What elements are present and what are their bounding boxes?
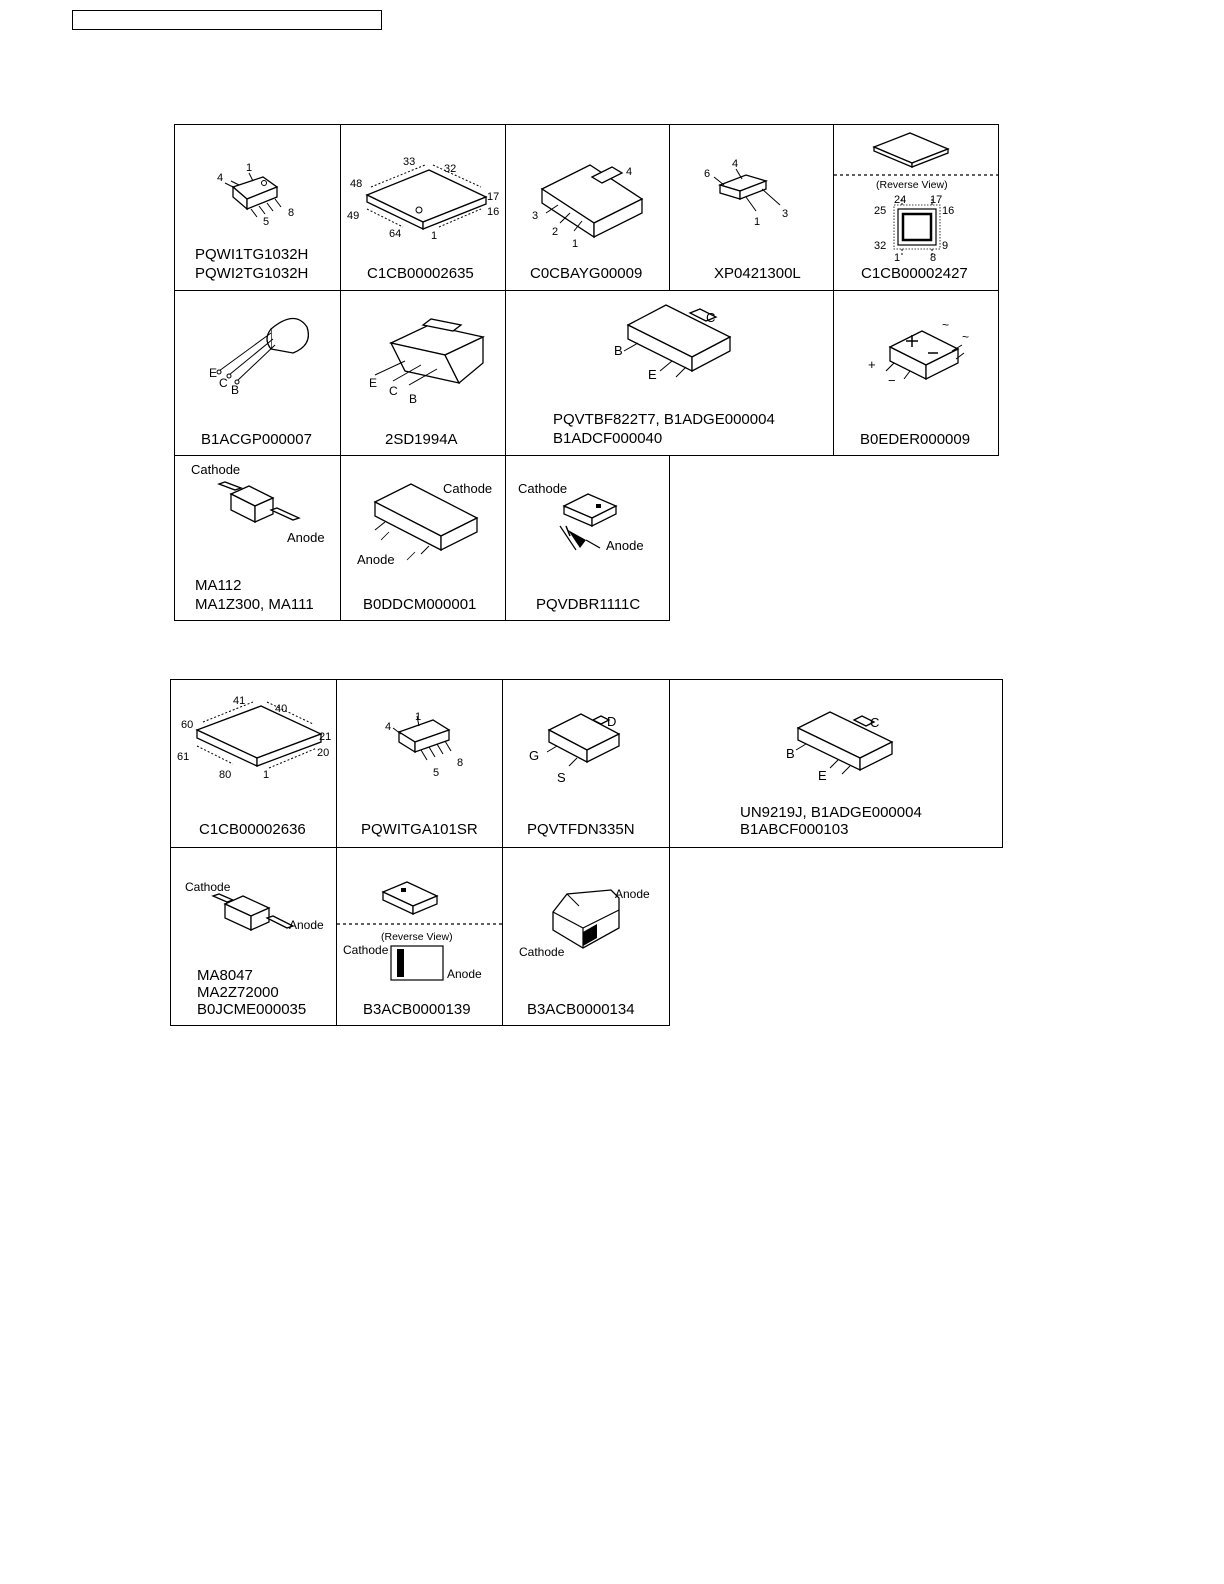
- svg-text:E: E: [209, 366, 218, 380]
- svg-text:2: 2: [552, 226, 559, 238]
- cell-un9219j: [670, 680, 1003, 848]
- part-number: PQVTFDN335N: [527, 821, 635, 838]
- header-box: [72, 10, 382, 30]
- part-number: PQVDBR1111C: [536, 596, 641, 613]
- svg-text:1: 1: [431, 230, 438, 242]
- cell-ma8047: [171, 848, 337, 1026]
- anode-label: Anode: [615, 887, 650, 901]
- cell-c0cbayg00009: [506, 125, 670, 291]
- part-number: B0JCME000035: [197, 1001, 307, 1018]
- cell-c1cb00002427: [834, 125, 999, 291]
- svg-text:S: S: [557, 770, 566, 785]
- cell-b3acb0000139: [337, 848, 503, 1026]
- cathode-label: Cathode: [343, 943, 389, 957]
- svg-text:17: 17: [487, 191, 500, 203]
- svg-text:49: 49: [347, 210, 360, 222]
- svg-text:8: 8: [930, 252, 937, 264]
- part-number: C1CB00002635: [367, 265, 474, 282]
- part-number: B3ACB0000139: [363, 1001, 471, 1018]
- part-number: B1ADCF000040: [553, 430, 663, 447]
- svg-text:5: 5: [433, 767, 440, 779]
- cell-b0eder000009: [834, 291, 999, 456]
- svg-text:−: −: [888, 373, 896, 388]
- cell-pqwitga101sr: [337, 680, 503, 848]
- svg-text:1: 1: [754, 216, 761, 228]
- svg-text:4: 4: [732, 158, 739, 170]
- svg-text:8: 8: [457, 757, 464, 769]
- cell-xp0421300l: [670, 125, 834, 291]
- svg-text:60: 60: [181, 719, 194, 731]
- part-number: PQWI1TG1032H: [195, 246, 309, 263]
- anode-label: Anode: [606, 538, 644, 553]
- svg-text:80: 80: [219, 769, 232, 781]
- svg-text:17: 17: [930, 194, 943, 206]
- part-number: PQWI2TG1032H: [195, 265, 309, 282]
- svg-text:1: 1: [894, 252, 901, 264]
- svg-text:~: ~: [962, 330, 970, 344]
- anode-label: Anode: [289, 918, 324, 932]
- svg-text:B: B: [786, 746, 795, 761]
- cathode-label: Cathode: [443, 481, 493, 496]
- svg-text:B: B: [409, 392, 418, 406]
- svg-text:16: 16: [487, 206, 500, 218]
- anode-label: Anode: [287, 530, 325, 545]
- svg-text:B: B: [231, 383, 240, 397]
- component-table-2: [170, 679, 1003, 1026]
- cathode-label: Cathode: [518, 481, 568, 496]
- part-number: UN9219J, B1ADGE000004: [740, 804, 922, 821]
- svg-text:21: 21: [319, 731, 332, 743]
- part-number: C1CB00002636: [199, 821, 306, 838]
- cell-c1cb00002636: [171, 680, 337, 848]
- svg-text:40: 40: [275, 703, 288, 715]
- svg-text:32: 32: [874, 240, 887, 252]
- cell-b0ddcm000001: [341, 456, 506, 621]
- part-number: 2SD1994A: [385, 431, 458, 448]
- svg-text:C: C: [219, 376, 228, 390]
- reverse-view-note: (Reverse View): [381, 931, 453, 943]
- svg-text:E: E: [369, 376, 378, 390]
- part-number: PQWITGA101SR: [361, 821, 478, 838]
- cell-b3acb0000134: [503, 848, 670, 1026]
- svg-text:E: E: [648, 367, 657, 382]
- svg-text:33: 33: [403, 156, 416, 168]
- part-number: B0EDER000009: [860, 431, 971, 448]
- part-number: MA1Z300, MA111: [195, 596, 314, 613]
- svg-text:4: 4: [626, 166, 633, 178]
- svg-text:6: 6: [704, 168, 711, 180]
- svg-text:3: 3: [532, 210, 539, 222]
- svg-text:1: 1: [572, 238, 579, 250]
- part-number: B1ABCF000103: [740, 821, 849, 838]
- svg-text:16: 16: [942, 205, 955, 217]
- cell-pqvdbr1111c: [506, 456, 670, 621]
- pin-4: 4: [217, 172, 224, 184]
- anode-label: Anode: [357, 552, 395, 567]
- svg-text:3: 3: [782, 208, 789, 220]
- anode-label: Anode: [447, 967, 482, 981]
- package-drawing: [337, 848, 503, 1026]
- part-number: C1CB00002427: [861, 265, 968, 282]
- cathode-label: Cathode: [185, 880, 231, 894]
- svg-text:32: 32: [444, 163, 457, 175]
- cell-c1cb00002635: [341, 125, 506, 291]
- package-drawing: [503, 848, 670, 1026]
- svg-text:64: 64: [389, 228, 402, 240]
- cathode-label: Cathode: [191, 462, 241, 477]
- svg-text:41: 41: [233, 695, 246, 707]
- svg-text:B: B: [614, 343, 623, 358]
- svg-text:~: ~: [942, 318, 950, 332]
- svg-text:4: 4: [385, 721, 392, 733]
- part-number: B1ACGP000007: [201, 431, 312, 448]
- cell-pqvtfdn335n: [503, 680, 670, 848]
- cell-pqvtbf822t7: [506, 291, 834, 456]
- svg-text:G: G: [529, 748, 540, 763]
- part-number: C0CBAYG00009: [530, 265, 643, 282]
- part-number: PQVTBF822T7, B1ADGE000004: [553, 411, 775, 428]
- svg-text:E: E: [818, 768, 827, 783]
- svg-text:C: C: [389, 384, 398, 398]
- svg-text:20: 20: [317, 747, 330, 759]
- pin-1: 1: [246, 162, 253, 174]
- cathode-label: Cathode: [519, 945, 565, 959]
- svg-text:1: 1: [263, 769, 270, 781]
- pin-5: 5: [263, 216, 270, 228]
- part-number: XP0421300L: [714, 265, 801, 282]
- reverse-view-note: (Reverse View): [876, 179, 948, 191]
- cell-2sd1994a: [341, 291, 506, 456]
- svg-text:C: C: [870, 715, 880, 730]
- part-number: MA8047: [197, 967, 253, 984]
- pin-8: 8: [288, 207, 295, 219]
- svg-text:+: +: [868, 357, 876, 372]
- svg-text:24: 24: [894, 194, 907, 206]
- svg-text:61: 61: [177, 751, 190, 763]
- svg-text:25: 25: [874, 205, 887, 217]
- svg-text:48: 48: [350, 178, 363, 190]
- cell-pqwi1tg1032h: [175, 125, 341, 291]
- component-table-1: [174, 124, 999, 621]
- part-number: MA112: [195, 577, 242, 594]
- svg-text:1: 1: [415, 711, 422, 723]
- svg-text:C: C: [706, 310, 716, 325]
- cell-b1acgp000007: [175, 291, 341, 456]
- svg-text:9: 9: [942, 240, 949, 252]
- part-number: MA2Z72000: [197, 984, 279, 1001]
- svg-text:D: D: [607, 714, 617, 729]
- part-number: B0DDCM000001: [363, 596, 477, 613]
- part-number: B3ACB0000134: [527, 1001, 635, 1018]
- cell-ma112: [175, 456, 341, 621]
